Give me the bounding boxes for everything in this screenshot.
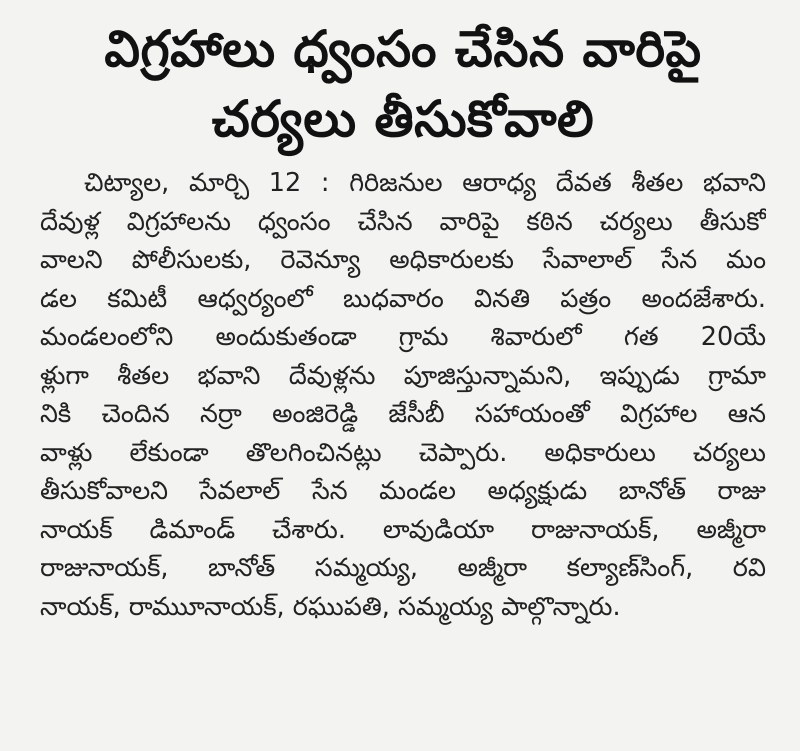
body-line: నాయక్, రాముూనాయక్, రఘుపతి, సమ్మయ్య పాల్గొన్నారు. (40, 591, 621, 622)
headline-line-2: చర్యలు తీసుకోవాలి (211, 90, 595, 148)
body-line: తీసుకోవాలని సేవలాల్ సేన మండల అధ్యక్షుడు బానోత్ రాజు (40, 476, 766, 506)
body-line: నికి చెందిన నర్రా అంజిరెడ్డి జేసీబీ సహాయంతో విగ్రహాల ఆన (40, 399, 766, 429)
headline (40, 18, 766, 150)
body-line: దేవుళ్ల విగ్రహాలను ధ్వంసం చేసిన వారిపై కఠిన చర్యలు తీసుకో (40, 206, 766, 237)
body-line: వాలని పోలీసులకు, రెవెన్యూ అధికారులకు సేవాలాల్ సేన మం (40, 245, 766, 275)
article-body (40, 164, 766, 626)
body-line: డల కమిటీ ఆధ్వర్యంలో బుధవారం వినతి పత్రం అందజేశారు. (40, 283, 766, 314)
body-line: ళ్లుగా శీతల భవాని దేవుళ్లను పూజిస్తున్నామని, ఇప్పుడు గ్రామా (40, 360, 766, 391)
body-line: రాజునాయక్, బానోత్ సమ్మయ్య, అజ్మీరా కల్యాణ్‌సింగ్, రవి (40, 553, 766, 583)
body-line: నాయక్ డిమాండ్ చేశారు. లావుడియా రాజునాయక్, అజ్మీరా (40, 514, 766, 545)
body-line: వాళ్లు లేకుండా తొలగించినట్లు చెప్పారు. అధికారులు చర్యలు (40, 437, 766, 468)
body-line: చిట్యాల, మార్చి 12 : గిరిజనుల ఆరాధ్య దేవత శీతల భవాని (84, 168, 766, 198)
body-line: మండలంలోని అందుకుతండా గ్రామ శివారులో గత 20యే (40, 322, 766, 352)
headline-line-1: విగ్రహాలు ధ్వంసం చేసిన వారిపై (104, 20, 702, 78)
